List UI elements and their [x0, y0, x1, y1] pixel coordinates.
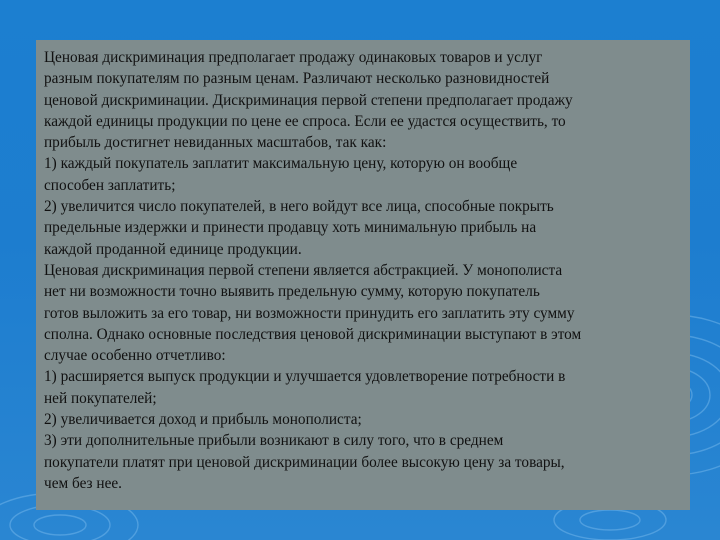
text-line: случае особенно отчетливо:	[44, 347, 226, 365]
text-line: способен заплатить;	[44, 176, 176, 194]
text-line: готов выложить за его товар, ни возможности принудить его заплатить эту сумму	[44, 304, 575, 322]
text-line: 2) увеличивается доход и прибыль монополиста;	[44, 411, 362, 429]
text-line: сполна. Однако основные последствия ценовой дискриминации выступают в этом	[44, 325, 582, 343]
text-line: каждой проданной единице продукции.	[44, 240, 302, 258]
text-line: прибыль достигнет невиданных масштабов, так как:	[44, 134, 387, 152]
text-line: чем без нее.	[44, 474, 123, 492]
text-block	[36, 40, 690, 510]
text-line: разным покупателям по разным ценам. Различают несколько разновидностей	[44, 70, 550, 88]
text-line: 1) расширяется выпуск продукции и улучшается удовлетворение потребности в	[44, 368, 566, 386]
text-line: Ценовая дискриминация первой степени является абстракцией. У монополиста	[44, 261, 563, 279]
text-line: нет ни возможности точно выявить предельную сумму, которую покупатель	[44, 283, 540, 301]
text-line: Ценовая дискриминация предполагает продажу одинаковых товаров и услуг	[44, 49, 543, 66]
text-line: предельные издержки и принести продавцу хоть минимальную прибыль на	[44, 219, 537, 237]
text-line: ней покупателей;	[44, 389, 157, 407]
text-line: 2) увеличится число покупателей, в него войдут все лица, способные покрыть	[44, 198, 554, 216]
text-line: ценовой дискриминации. Дискриминация первой степени предполагает продажу	[44, 91, 573, 109]
text-line: 1) каждый покупатель заплатит максимальную цену, которую он вообще	[44, 155, 518, 173]
text-line: 3) эти дополнительные прибыли возникают в силу того, что в среднем	[44, 432, 504, 450]
text-line: каждой единицы продукции по цене ее спроса. Если ее удастся осуществить, то	[44, 112, 566, 130]
text-line: покупатели платят при ценовой дискриминации более высокую цену за товары,	[44, 453, 565, 471]
